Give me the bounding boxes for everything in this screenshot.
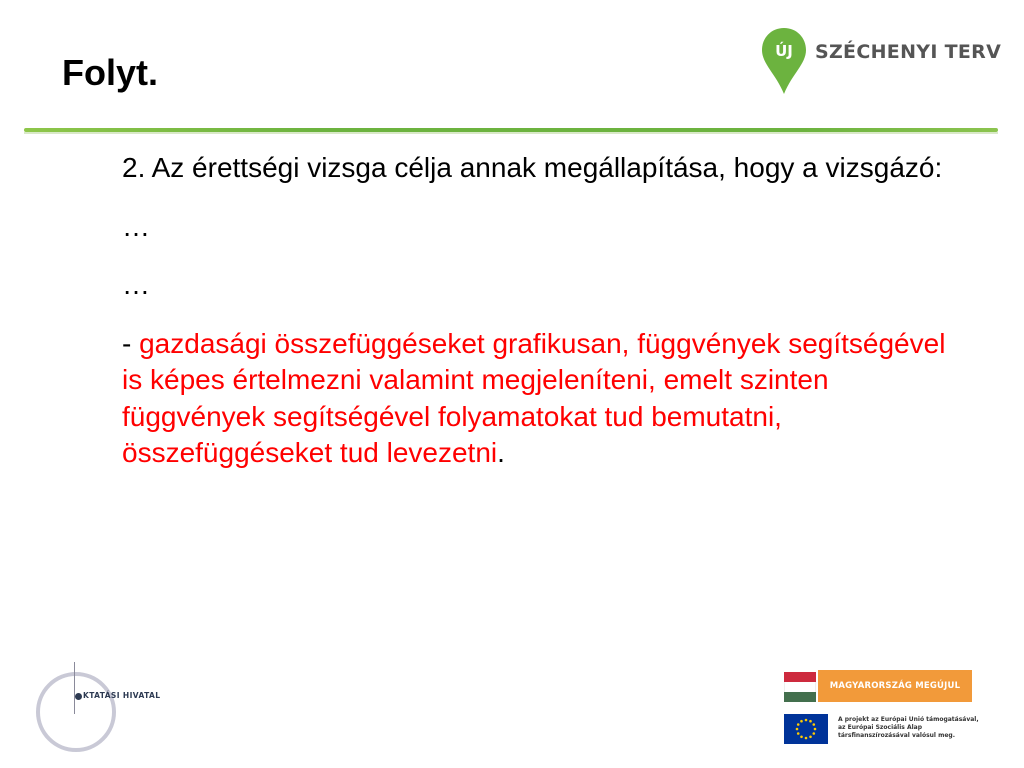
eu-star-icon xyxy=(812,723,815,726)
highlighted-text: gazdasági összefüggéseket grafikusan, függvények segítségével is képes értelmezni valamint megjeleníteni, emelt szinten függvények segítségével folyamatokat tud bemutatni, összefüggéseket tud levezetni xyxy=(122,327,946,468)
eu-star-icon xyxy=(805,719,808,722)
eu-notice-line: A projekt az Európai Unió támogatásával, xyxy=(838,716,979,723)
eu-star-icon xyxy=(797,732,800,735)
ellipsis-line: … xyxy=(122,269,150,300)
pin-label: ÚJ xyxy=(775,42,793,60)
eu-notice-line: az Európai Szociális Alap xyxy=(838,724,922,731)
hungarian-flag-icon xyxy=(784,672,816,702)
bullet-prefix: - xyxy=(122,327,140,359)
header-divider-shadow xyxy=(24,132,998,134)
oktatasi-hivatal-label: KTATÁSI HIVATAL xyxy=(83,691,161,700)
ellipsis-line: … xyxy=(122,210,150,242)
eu-star-icon xyxy=(800,720,803,723)
eu-notice-line: társfinanszírozásával valósul meg. xyxy=(838,732,955,739)
eu-flag-icon xyxy=(784,714,828,744)
bullet-end: . xyxy=(497,437,505,468)
eu-notice-text xyxy=(838,716,988,740)
bullet-paragraph xyxy=(122,326,972,472)
eu-star-icon xyxy=(809,735,812,738)
eu-star-icon xyxy=(800,735,803,738)
eu-star-icon xyxy=(805,737,808,740)
szechenyi-terv-label: SZÉCHENYI TERV xyxy=(815,41,1002,63)
magyarorszag-megujul-label: MAGYARORSZÁG MEGÚJUL xyxy=(818,670,972,702)
eu-funding-notice xyxy=(782,712,992,746)
eu-star-icon xyxy=(814,728,817,731)
eu-star-icon xyxy=(797,723,800,726)
oktatasi-hivatal-logo xyxy=(30,660,180,760)
magyarorszag-megujul-logo xyxy=(782,668,982,696)
logo-divider xyxy=(74,662,75,714)
eu-star-icon xyxy=(809,720,812,723)
circle-emblem-icon xyxy=(36,672,116,752)
slide-body xyxy=(122,150,972,494)
eu-star-icon xyxy=(812,732,815,735)
body-paragraph: 2. Az érettségi vizsga célja annak megállapítása, hogy a vizsgázó: xyxy=(122,152,943,183)
location-pin-icon xyxy=(760,26,808,98)
eu-star-icon xyxy=(796,728,799,731)
szechenyi-terv-logo xyxy=(760,26,1002,98)
slide-title: Folyt. xyxy=(62,52,158,93)
dot-icon xyxy=(75,693,82,700)
